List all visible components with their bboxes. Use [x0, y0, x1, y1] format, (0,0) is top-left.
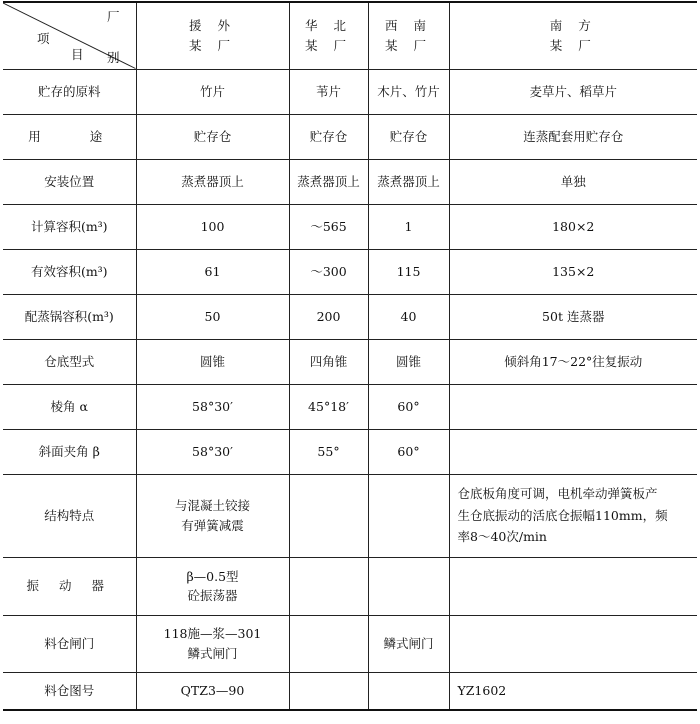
vibrator-line-1: β—0.5型 — [186, 568, 239, 584]
structure-cell-4 — [449, 474, 697, 557]
header-col-3-l1: 西 南 — [385, 18, 432, 34]
table-cell — [289, 557, 368, 615]
table-cell: 倾斜角17～22°往复振动 — [449, 339, 697, 384]
table-cell: 50t 连蒸器 — [449, 294, 697, 339]
structure-c1-line-2: 有弹簧减震 — [181, 517, 244, 533]
gate-line-1: 118施—浆—301 — [163, 626, 262, 642]
table-cell — [449, 384, 697, 429]
table-cell: 圆锥 — [368, 339, 449, 384]
table-cell: 贮存仓 — [368, 114, 449, 159]
header-distinct-label: 别 — [106, 50, 126, 65]
drawing-cell-1: QTZ3—90 — [136, 672, 289, 710]
structure-cell-1 — [136, 474, 289, 557]
table-cell: 蒸煮器顶上 — [368, 159, 449, 204]
table-row — [3, 429, 697, 474]
table-cell: 61 — [136, 249, 289, 294]
table-cell — [289, 615, 368, 672]
table-cell: 100 — [136, 204, 289, 249]
row-label: 料仓闸门 — [3, 615, 136, 672]
table-cell: 55° — [289, 429, 368, 474]
table-row — [3, 69, 697, 114]
header-factory-label: 厂 — [106, 9, 126, 24]
row-label: 棱角 α — [3, 384, 136, 429]
table-cell — [449, 429, 697, 474]
table-row — [3, 114, 697, 159]
table-row — [3, 204, 697, 249]
row-label: 料仓图号 — [3, 672, 136, 710]
header-col-2 — [289, 2, 368, 69]
structure-row — [3, 474, 697, 557]
table-row — [3, 384, 697, 429]
header-col-4-l1: 南 方 — [549, 18, 597, 34]
drawing-cell-4: YZ1602 — [449, 672, 697, 710]
table-cell: 苇片 — [289, 69, 368, 114]
structure-c4-line-1: 仓底板角度可调，电机牵动弹簧板产 — [457, 485, 658, 501]
table-cell — [289, 474, 368, 557]
table-cell: 竹片 — [136, 69, 289, 114]
table-cell — [368, 474, 449, 557]
bin-specification-table — [3, 1, 697, 711]
table-cell: 圆锥 — [136, 339, 289, 384]
header-row — [3, 2, 697, 69]
table-cell: 蒸煮器顶上 — [289, 159, 368, 204]
gate-cell-1 — [136, 615, 289, 672]
table-cell — [368, 672, 449, 710]
row-label: 结构特点 — [3, 474, 136, 557]
gate-line-2: 鳞式闸门 — [187, 645, 238, 661]
table-cell: 45°18′ — [289, 384, 368, 429]
row-label: 斜面夹角 β — [3, 429, 136, 474]
table-cell: 180×2 — [449, 204, 697, 249]
drawing-row — [3, 672, 697, 710]
row-label: 用 途 — [3, 114, 136, 159]
header-col-4-l2: 某 厂 — [549, 37, 597, 53]
table-cell: 麦草片、稻草片 — [449, 69, 697, 114]
table-cell: 60° — [368, 384, 449, 429]
table-cell: 200 — [289, 294, 368, 339]
gate-row — [3, 615, 697, 672]
vibrator-cell-1 — [136, 557, 289, 615]
diagonal-header-cell — [3, 2, 136, 69]
table-cell: 58°30′ — [136, 384, 289, 429]
table-cell: 58°30′ — [136, 429, 289, 474]
table-row — [3, 339, 697, 384]
row-label: 贮存的原料 — [3, 69, 136, 114]
row-label: 振 动 器 — [3, 557, 136, 615]
header-col-1-l1: 援 外 — [189, 18, 236, 34]
header-item-label: 项 — [37, 31, 56, 46]
table-cell: 1 — [368, 204, 449, 249]
header-col-1-l2: 某 厂 — [189, 37, 236, 53]
table-cell: 贮存仓 — [136, 114, 289, 159]
table-cell — [368, 557, 449, 615]
table-cell: 40 — [368, 294, 449, 339]
table-cell: 木片、竹片 — [368, 69, 449, 114]
table-cell: 115 — [368, 249, 449, 294]
table-cell: ～565 — [289, 204, 368, 249]
table-cell: 蒸煮器顶上 — [136, 159, 289, 204]
table-cell — [449, 615, 697, 672]
row-label: 配蒸锅容积(m³) — [3, 294, 136, 339]
header-col-1 — [136, 2, 289, 69]
row-label: 有效容积(m³) — [3, 249, 136, 294]
structure-c1-line-1: 与混凝土铰接 — [174, 498, 250, 514]
table-cell: ～300 — [289, 249, 368, 294]
row-label: 安装位置 — [3, 159, 136, 204]
vibrator-row — [3, 557, 697, 615]
header-col-3 — [368, 2, 449, 69]
table-cell: 60° — [368, 429, 449, 474]
header-col-2-l2: 某 厂 — [305, 37, 352, 53]
header-col-3-l2: 某 厂 — [385, 37, 432, 53]
table-row — [3, 294, 697, 339]
gate-cell-3: 鳞式闸门 — [368, 615, 449, 672]
table-cell: 单独 — [449, 159, 697, 204]
table-cell: 50 — [136, 294, 289, 339]
row-label: 计算容积(m³) — [3, 204, 136, 249]
vibrator-line-2: 砼振荡器 — [187, 588, 238, 603]
table-cell: 135×2 — [449, 249, 697, 294]
header-col-4 — [449, 2, 697, 69]
row-label: 仓底型式 — [3, 339, 136, 384]
table-cell: 贮存仓 — [289, 114, 368, 159]
table-row — [3, 249, 697, 294]
table-cell — [289, 672, 368, 710]
table-cell: 四角锥 — [289, 339, 368, 384]
table-cell — [449, 557, 697, 615]
header-col-2-l1: 华 北 — [305, 18, 352, 34]
table-row — [3, 159, 697, 204]
header-category-label: 目 — [71, 47, 90, 62]
structure-c4-line-2: 生仓底振动的活底仓振幅110mm，频 — [457, 507, 668, 523]
structure-c4-line-3: 率8～40次/min — [457, 529, 547, 545]
table-cell: 连蒸配套用贮存仓 — [449, 114, 697, 159]
